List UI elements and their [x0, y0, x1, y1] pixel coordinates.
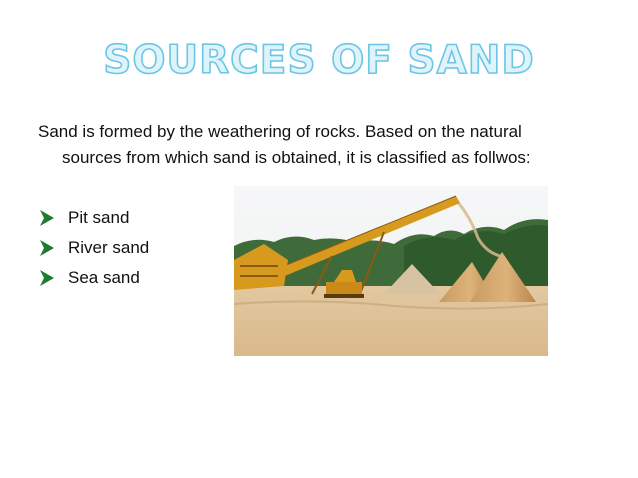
- list-item-label: Sea sand: [68, 268, 140, 287]
- sand-sources-list: [40, 203, 149, 293]
- list-item-label: River sand: [68, 238, 150, 257]
- list-item: [40, 233, 149, 263]
- arrowhead-bullet-icon: [40, 240, 54, 256]
- list-item: [40, 203, 149, 233]
- intro-line-2: sources from which sand is obtained, it is classified as follwos:: [62, 148, 531, 167]
- intro-line-1: Sand is formed by the weathering of rocks. Based on the natural: [38, 122, 522, 141]
- arrowhead-bullet-icon: [40, 210, 54, 226]
- list-item: [40, 263, 149, 293]
- sand-quarry-photo: [234, 186, 548, 356]
- arrowhead-bullet-icon: [40, 270, 54, 286]
- intro-paragraph: [38, 119, 623, 171]
- slide-title: SOURCES OF SAND: [103, 38, 535, 83]
- list-item-label: Pit sand: [68, 208, 130, 227]
